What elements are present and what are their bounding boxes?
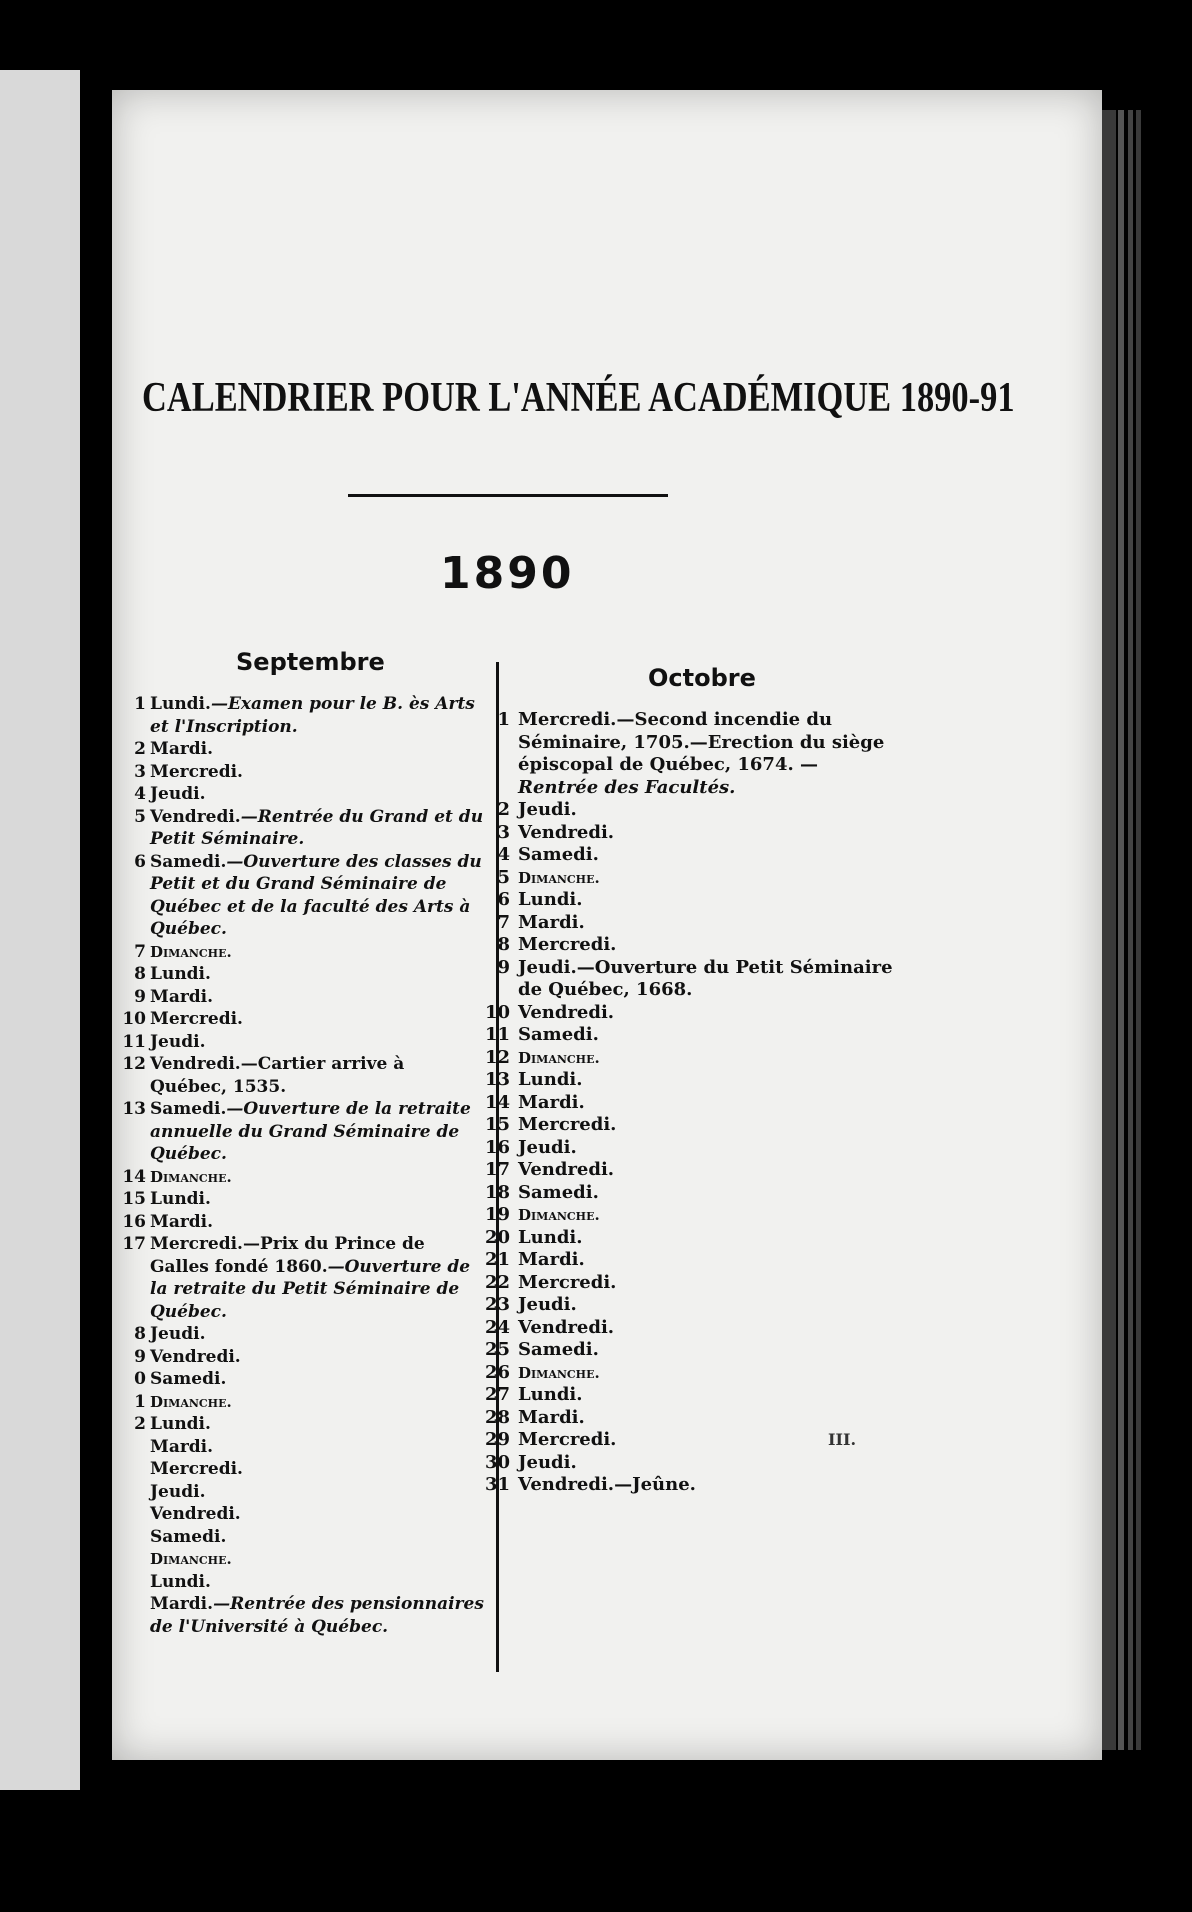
day-text: Samedi. (518, 1024, 599, 1045)
day-text: Dimanche. (518, 1206, 600, 1224)
day-text: Mercredi. (518, 1429, 617, 1450)
day-text: Mercredi.—Second incendie du Séminaire, 1705.—Erection du siège épiscopal de Québec, 1674. — (518, 709, 885, 775)
day-note: —Ouverture de la retraite annuelle du Grand Séminaire de Québec. (150, 1099, 471, 1164)
day-text: Lundi. (150, 694, 211, 714)
calendar-entry (484, 1272, 894, 1295)
day-number: 13 (484, 1069, 510, 1090)
calendar-entry (484, 1204, 894, 1227)
day-number: 2 (497, 799, 510, 820)
day-text: Dimanche. (518, 868, 600, 887)
day-number: 14 (484, 1091, 510, 1113)
day-number: 2 (134, 1414, 146, 1434)
day-text: Mardi. (150, 1436, 214, 1457)
calendar-entry (484, 912, 894, 935)
day-text: Jeudi. (518, 1136, 577, 1158)
page-edge (1102, 110, 1116, 1750)
day-number: 17 (122, 1234, 146, 1254)
calendar-entry (122, 1346, 487, 1369)
calendar-entry (484, 1384, 894, 1407)
day-text: Lundi. (150, 964, 211, 984)
day-number: 9 (134, 1346, 146, 1367)
calendar-entry (484, 889, 894, 912)
day-note: —Rentrée du Grand et du Petit Séminaire. (150, 806, 484, 849)
day-number: 29 (484, 1429, 510, 1450)
day-number: 8 (497, 934, 510, 955)
calendar-entry (122, 851, 487, 941)
day-text: Vendredi. (150, 1504, 241, 1524)
calendar-entry (122, 1391, 487, 1414)
day-number: 17 (484, 1159, 510, 1180)
day-note: —Examen pour le B. ès Arts et l'Inscription. (150, 694, 475, 737)
day-text: Vendredi. (150, 1346, 241, 1367)
calendar-entry (122, 1166, 487, 1189)
day-number: 28 (484, 1406, 510, 1428)
day-text: Lundi. (150, 1571, 211, 1592)
day-number: 30 (484, 1451, 510, 1473)
calendar-entry (484, 822, 894, 845)
calendar-entry (122, 1031, 487, 1054)
day-number: 20 (484, 1226, 510, 1248)
day-number: 14 (122, 1166, 146, 1187)
calendar-entry (122, 1053, 487, 1098)
day-text: Jeudi. (150, 1324, 206, 1344)
day-number: 10 (122, 1009, 146, 1029)
day-number: 16 (484, 1136, 510, 1158)
day-number: 1 (134, 1391, 146, 1412)
calendar-entry (484, 1407, 894, 1430)
day-number: 18 (484, 1181, 510, 1203)
day-number: 15 (484, 1114, 510, 1135)
calendar-entry (484, 1002, 894, 1025)
page-edge (1136, 110, 1141, 1750)
calendar-entry (484, 1137, 894, 1160)
calendar-entry (122, 1526, 487, 1549)
day-text: Jeudi. (150, 784, 206, 804)
calendar-entry (122, 738, 487, 761)
day-text: Vendredi.—Jeûne. (518, 1474, 696, 1495)
day-text: Lundi. (518, 1384, 583, 1405)
calendar-entry (122, 1323, 487, 1346)
day-text: Samedi. (518, 1339, 599, 1360)
calendar-entry (122, 1571, 487, 1594)
calendar-entry (484, 1114, 894, 1137)
day-text: Mercredi. (518, 934, 617, 955)
calendar-entry (122, 986, 487, 1009)
calendar-entry (484, 1362, 894, 1385)
day-text: Mercredi. (150, 761, 243, 782)
day-text: Vendredi. (518, 1001, 615, 1023)
day-text: Dimanche. (150, 942, 232, 961)
day-number: 0 (134, 1369, 146, 1389)
day-text: Mercredi. (518, 1114, 617, 1135)
day-text: Mardi. (150, 1211, 214, 1232)
calendar-entry (484, 1182, 894, 1205)
day-text: Mardi. (150, 1594, 214, 1614)
day-number: 12 (484, 1046, 510, 1068)
day-number: 9 (497, 956, 510, 978)
day-text: Dimanche. (518, 1363, 600, 1382)
day-text: Lundi. (518, 1226, 583, 1248)
day-text: Lundi. (150, 1189, 211, 1209)
calendar-entry (122, 1458, 487, 1481)
day-number: 22 (484, 1271, 510, 1293)
calendar-entry (122, 1593, 487, 1638)
day-number: 4 (134, 784, 146, 804)
calendar-entry (122, 1481, 487, 1504)
calendar-entry (122, 783, 487, 806)
day-text: Mercredi.—Prix du Prince de Galles fondé 1860. (150, 1234, 425, 1277)
day-text: Jeudi. (518, 1451, 577, 1473)
day-note: —Ouverture des classes du Petit et du Grand Séminaire de Québec et de la faculté des Arts à Québec. (150, 851, 482, 939)
calendar-entry (122, 1008, 487, 1031)
calendar-entry (122, 1098, 487, 1166)
day-number: 7 (497, 911, 510, 933)
day-number: 7 (134, 941, 146, 962)
day-note: Rentrée des Facultés. (518, 776, 736, 798)
day-text: Mardi. (518, 1249, 585, 1270)
calendar-entry (122, 963, 487, 986)
adjacent-page (0, 70, 80, 1790)
title-rule (348, 494, 668, 497)
day-number: 12 (122, 1054, 146, 1074)
calendar-entry (484, 1294, 894, 1317)
day-number: 11 (122, 1031, 146, 1052)
day-text: Mercredi. (518, 1271, 617, 1293)
calendar-entry (122, 693, 487, 738)
day-number: 9 (134, 986, 146, 1007)
day-text: Vendredi. (518, 821, 615, 843)
day-number: 24 (484, 1316, 510, 1338)
day-number: 3 (134, 761, 146, 782)
month-heading-octobre: Octobre (648, 664, 756, 692)
day-number: 15 (122, 1189, 146, 1209)
calendar-entry (484, 1249, 894, 1272)
calendar-entry (484, 1024, 894, 1047)
day-text: Samedi. (150, 1369, 227, 1389)
day-number: 26 (484, 1361, 510, 1383)
calendar-entry (484, 867, 894, 890)
day-text: Lundi. (518, 1069, 583, 1090)
calendar-entry (122, 941, 487, 964)
day-number: 1 (134, 694, 146, 714)
day-text: Dimanche. (150, 1167, 232, 1186)
day-number: 6 (134, 851, 146, 872)
calendar-entry (484, 1452, 894, 1475)
calendar-entry (484, 1339, 894, 1362)
calendar-entry (484, 844, 894, 867)
day-text: Samedi. (150, 1099, 227, 1119)
calendar-entry (484, 1227, 894, 1250)
calendar-entry (122, 1211, 487, 1234)
day-text: Vendredi. (518, 1316, 615, 1338)
calendar-entry (122, 1548, 487, 1571)
calendar-entry (484, 957, 894, 1002)
calendar-entry (484, 1069, 894, 1092)
day-text: Vendredi.—Cartier arrive à Québec, 1535. (150, 1054, 405, 1097)
page-edge (1128, 110, 1133, 1750)
day-number: 11 (484, 1024, 510, 1045)
calendar-entry (122, 806, 487, 851)
day-text: Jeudi.—Ouverture du Petit Séminaire de Québec, 1668. (518, 956, 893, 1000)
calendar-entry (122, 1368, 487, 1391)
day-text: Mardi. (518, 911, 585, 933)
day-text: Samedi. (150, 1526, 227, 1547)
day-note: —Ouverture de la retraite du Petit Séminaire de Québec. (150, 1256, 471, 1322)
calendar-entry (122, 1436, 487, 1459)
day-number: 2 (134, 739, 146, 759)
day-text: Dimanche. (518, 1048, 600, 1067)
day-text: Dimanche. (150, 1550, 232, 1568)
day-number: 21 (484, 1249, 510, 1270)
calendar-entry (122, 1413, 487, 1436)
day-text: Lundi. (518, 889, 583, 910)
day-text: Mardi. (150, 986, 214, 1007)
calendar-entry (484, 1474, 894, 1497)
day-text: Samedi. (518, 1181, 599, 1203)
septembre-list (122, 693, 487, 1638)
day-number: 8 (134, 964, 146, 984)
calendar-entry (122, 1503, 487, 1526)
day-text: Samedi. (150, 851, 227, 872)
day-number: 5 (134, 806, 146, 827)
day-text: Mercredi. (150, 1459, 243, 1479)
day-text: Dimanche. (150, 1392, 232, 1411)
day-text: Jeudi. (518, 799, 577, 820)
day-text: Vendredi. (150, 806, 241, 827)
stray-mark: III. (828, 1430, 857, 1449)
calendar-entry (122, 761, 487, 784)
day-text: Samedi. (518, 844, 599, 865)
day-text: Vendredi. (518, 1159, 615, 1180)
day-text: Mardi. (518, 1406, 585, 1428)
day-number: 3 (497, 821, 510, 843)
day-note: —Rentrée des pensionnaires de l'Université à Québec. (150, 1594, 484, 1637)
day-text: Lundi. (150, 1414, 211, 1434)
day-text: Mardi. (150, 739, 214, 759)
day-number: 5 (497, 866, 510, 888)
calendar-entry (484, 1047, 894, 1070)
day-number: 1 (497, 709, 510, 730)
day-number: 10 (484, 1001, 510, 1023)
day-number: 19 (484, 1204, 510, 1225)
calendar-entry (122, 1188, 487, 1211)
day-text: Jeudi. (150, 1031, 206, 1052)
day-number: 16 (122, 1211, 146, 1232)
day-text: Mardi. (518, 1091, 585, 1113)
day-text: Mercredi. (150, 1009, 243, 1029)
page-edge (1118, 110, 1124, 1750)
calendar-entry (122, 1233, 487, 1323)
calendar-entry (484, 1317, 894, 1340)
year-heading: 1890 (440, 548, 575, 599)
day-number: 31 (484, 1474, 510, 1495)
day-text: Jeudi. (518, 1294, 577, 1315)
calendar-entry (484, 1092, 894, 1115)
day-number: 25 (484, 1339, 510, 1360)
day-number: 27 (484, 1384, 510, 1405)
calendar-entry (484, 709, 894, 799)
month-heading-septembre: Septembre (236, 648, 385, 676)
day-text: Jeudi. (150, 1481, 206, 1502)
day-number: 23 (484, 1294, 510, 1315)
day-number: 13 (122, 1099, 146, 1119)
day-number: 8 (134, 1324, 146, 1344)
calendar-entry (484, 799, 894, 822)
calendar-entry (484, 1159, 894, 1182)
calendar-entry (484, 934, 894, 957)
day-number: 4 (497, 844, 510, 865)
day-number: 6 (497, 889, 510, 910)
octobre-list (484, 709, 894, 1497)
page-title: CALENDRIER POUR L'ANNÉE ACADÉMIQUE 1890-91 (142, 375, 1015, 421)
